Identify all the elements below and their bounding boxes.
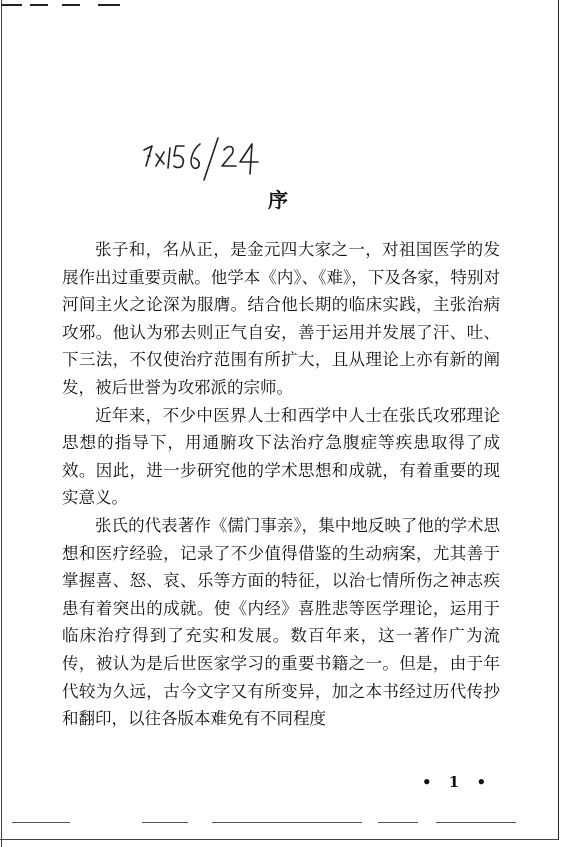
bottom-rule-4 xyxy=(378,822,418,823)
top-rule-4 xyxy=(98,4,120,6)
top-rule-1 xyxy=(2,4,22,6)
bottom-rule-2 xyxy=(142,822,188,823)
preface-body xyxy=(62,236,500,733)
page-heading: 序 xyxy=(268,188,288,212)
paragraph-1: 张子和，名从正，是金元四大家之一，对祖国医学的发展作出过重要贡献。他学本《内》、《难》，下及各家，特别对河间主火之论深为服膺。结合他长期的临床实践，主张治病攻邪。他认为邪去则正气自安，善于运用并发展了汗、吐、下三法，不仅使治疗范围有所扩大，且从理论上亦有新的阐发，被后世誉为攻邪派的宗师。 xyxy=(62,240,500,397)
handwritten-call-number xyxy=(140,134,290,184)
paragraph-2: 近年来，不少中医界人士和西学中人士在张氏攻邪理论思想的指导下，用通腑攻下法治疗急腹症等疾患取得了成效。因此，进一步研究他的学术思想和成就，有着重要的现实意义。 xyxy=(62,405,500,508)
top-rule-3 xyxy=(62,4,80,6)
bottom-rule-5 xyxy=(436,822,516,823)
bottom-rule-3 xyxy=(212,822,362,823)
bottom-rule-1 xyxy=(12,822,70,823)
page-number: • 1 • xyxy=(422,773,493,791)
paragraph-3: 张氏的代表著作《儒门事亲》，集中地反映了他的学术思想和医疗经验，记录了不少值得借鉴的生动病案，尤其善于掌握喜、怒、哀、乐等方面的特征，以治七情所伤之神志疾患有着突出的成就。使《内经》喜胜悲等医学理论，运用于临床治疗得到了充实和发展。数百年来，这一著作广为流传，被认为是后世医家学习的重要书籍之一。但是，由于年代较为久远，古今文字又有所变异，加之本书经过历代传抄和翻印，以往各版本难免有不同程度 xyxy=(62,515,500,729)
top-rule-2 xyxy=(30,4,48,6)
